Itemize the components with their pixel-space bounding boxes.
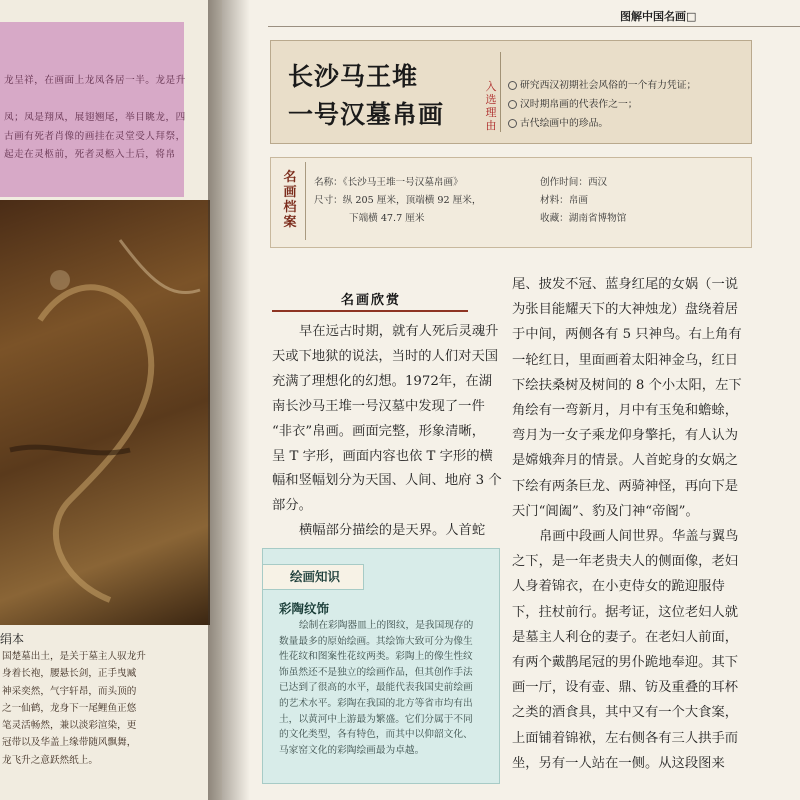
- reasons-list: [508, 76, 696, 133]
- caption-title: 绢本: [0, 632, 25, 646]
- reasons-divider: [500, 52, 501, 132]
- profile-divider: [305, 162, 306, 240]
- appreciation-rule: [272, 310, 468, 312]
- profile-size-2: 下端横 47.7 厘米: [349, 213, 425, 224]
- knowledge-text: 绘制在彩陶器皿上的图纹，是我国现存的 数量最多的原始绘画。其绘饰大致可分为像生 性花纹和图案性花纹两类。彩陶上的像生性纹 饰虽然还不是独立的绘画作品，但其创作手法 已达到了很高的水平，最能代表我国史前绘画 的艺术水平。彩陶在我国的北方等省市均有出 土，以黄河中上游最为繁盛。它们分属于不同 的文化类型，各有特色，而其中以仰韶文化、 马家窑文化的彩陶绘画最为卓越。: [279, 620, 474, 756]
- bullet-icon: [508, 119, 517, 128]
- reason-item: 古代绘画中的珍品。: [508, 114, 696, 133]
- profile-name: 名称：《长沙马王堆一号汉墓帛画》: [314, 177, 463, 188]
- reasons-label: 入选理由: [485, 80, 497, 132]
- knowledge-subtitle: 彩陶纹饰: [279, 601, 330, 616]
- reason-item: 汉时期帛画的代表作之一；: [508, 95, 696, 114]
- profile-time: 创作时间：西汉: [540, 177, 608, 188]
- bullet-icon: [508, 81, 517, 90]
- profile-material: 材料：帛画: [540, 195, 588, 206]
- book-gutter-shadow: [208, 0, 268, 800]
- body-right-column: 尾、披发不冠、蓝身红尾的女娲（一说 为张目能耀天下的大神烛龙）盘绕着居 于中间，两侧各有 5 只神鸟。右上角有 一轮红日，里面画着太阳神金乌，红日 下绘扶桑树及树间的 8 个小太阳，左下 角绘有一弯新月，月中有玉兔和蟾蜍， 弯月为一女子乘龙仰身擎托，有人认为 是嫦娥奔月的情景。人首蛇身的女娲之 下绘有两条巨龙、两骑神怪，再向下是 天门“阊阖”、豹及门神“帝阍”。 帛画中段画人间世界。华盖与翼鸟 之下，是一年老贵夫人的侧面像，老妇 人身着锦衣，在小吏侍女的跪迎服侍 下，拄杖前行。据考证，这位老妇人就 是墓主人利仓的妻子。在老妇人前面， 有两个戴鹊尾冠的男仆跪地奉迎。其下 画一厅，设有壶、鼎、钫及重叠的耳杯 之类的酒食具，其中又有一个大食案， 上面铺着锦袱，左右侧各有三人拱手而 坐，另有一人站在一侧。从这段图来: [512, 277, 742, 771]
- header-rule: [268, 26, 800, 27]
- painting-title-line1: 长沙马王堆: [288, 62, 419, 91]
- profile-size-1: 尺寸：纵 205 厘米，顶端横 92 厘米，: [314, 195, 482, 206]
- body-left-column: 早在远古时期，就有人死后灵魂升 天或下地狱的说法，当时的人们对天国 充满了理想化的幻想。1972年，在湖 南长沙马王堆一号汉墓中发现了一件 “非衣”帛画。画面完整，形象清晰， 呈 T 字形，画面内容也依 T 字形的横 幅和竖幅划分为天国、人间、地府 3 个 部分。 横幅部分描绘的是天界。人首蛇: [272, 324, 502, 539]
- left-caption: 国楚墓出土，是关于墓主人驭龙升 身着长袍，腰悬长剑，正手曳臧 神采奕然，气宇轩昂，而头顶的 之一仙鹤，龙身下一尾鲤鱼正悠 笔灵活畅然，兼以淡彩渲染，更 冠带以及华盖上缘带随风飘舞， 龙飞升之意跃然纸上。: [2, 651, 146, 766]
- painting-title-line2: 一号汉墓帛画: [288, 100, 445, 129]
- knowledge-title: 绘画知识: [290, 569, 341, 584]
- bullet-icon: [508, 100, 517, 109]
- appreciation-title: 名画欣赏: [341, 293, 402, 308]
- silk-painting-detail: [0, 200, 210, 625]
- profile-collection: 收藏：湖南省博物馆: [540, 213, 627, 224]
- square-icon: □: [686, 10, 697, 23]
- left-pink-text: 龙呈祥，在画面上龙凤各居一半。龙是升 凤；凤是翔凤，展翅翘尾，举目眺龙，四 古画有死者肖像的画挂在灵堂受人拜祭， 起走在灵柩前，死者灵柩入土后，将帛: [4, 75, 186, 160]
- running-header: 图解中国名画□: [620, 10, 697, 23]
- profile-label: 名画档案: [283, 170, 297, 230]
- reason-item: 研究西汉初期社会风俗的一个有力凭证；: [508, 76, 696, 95]
